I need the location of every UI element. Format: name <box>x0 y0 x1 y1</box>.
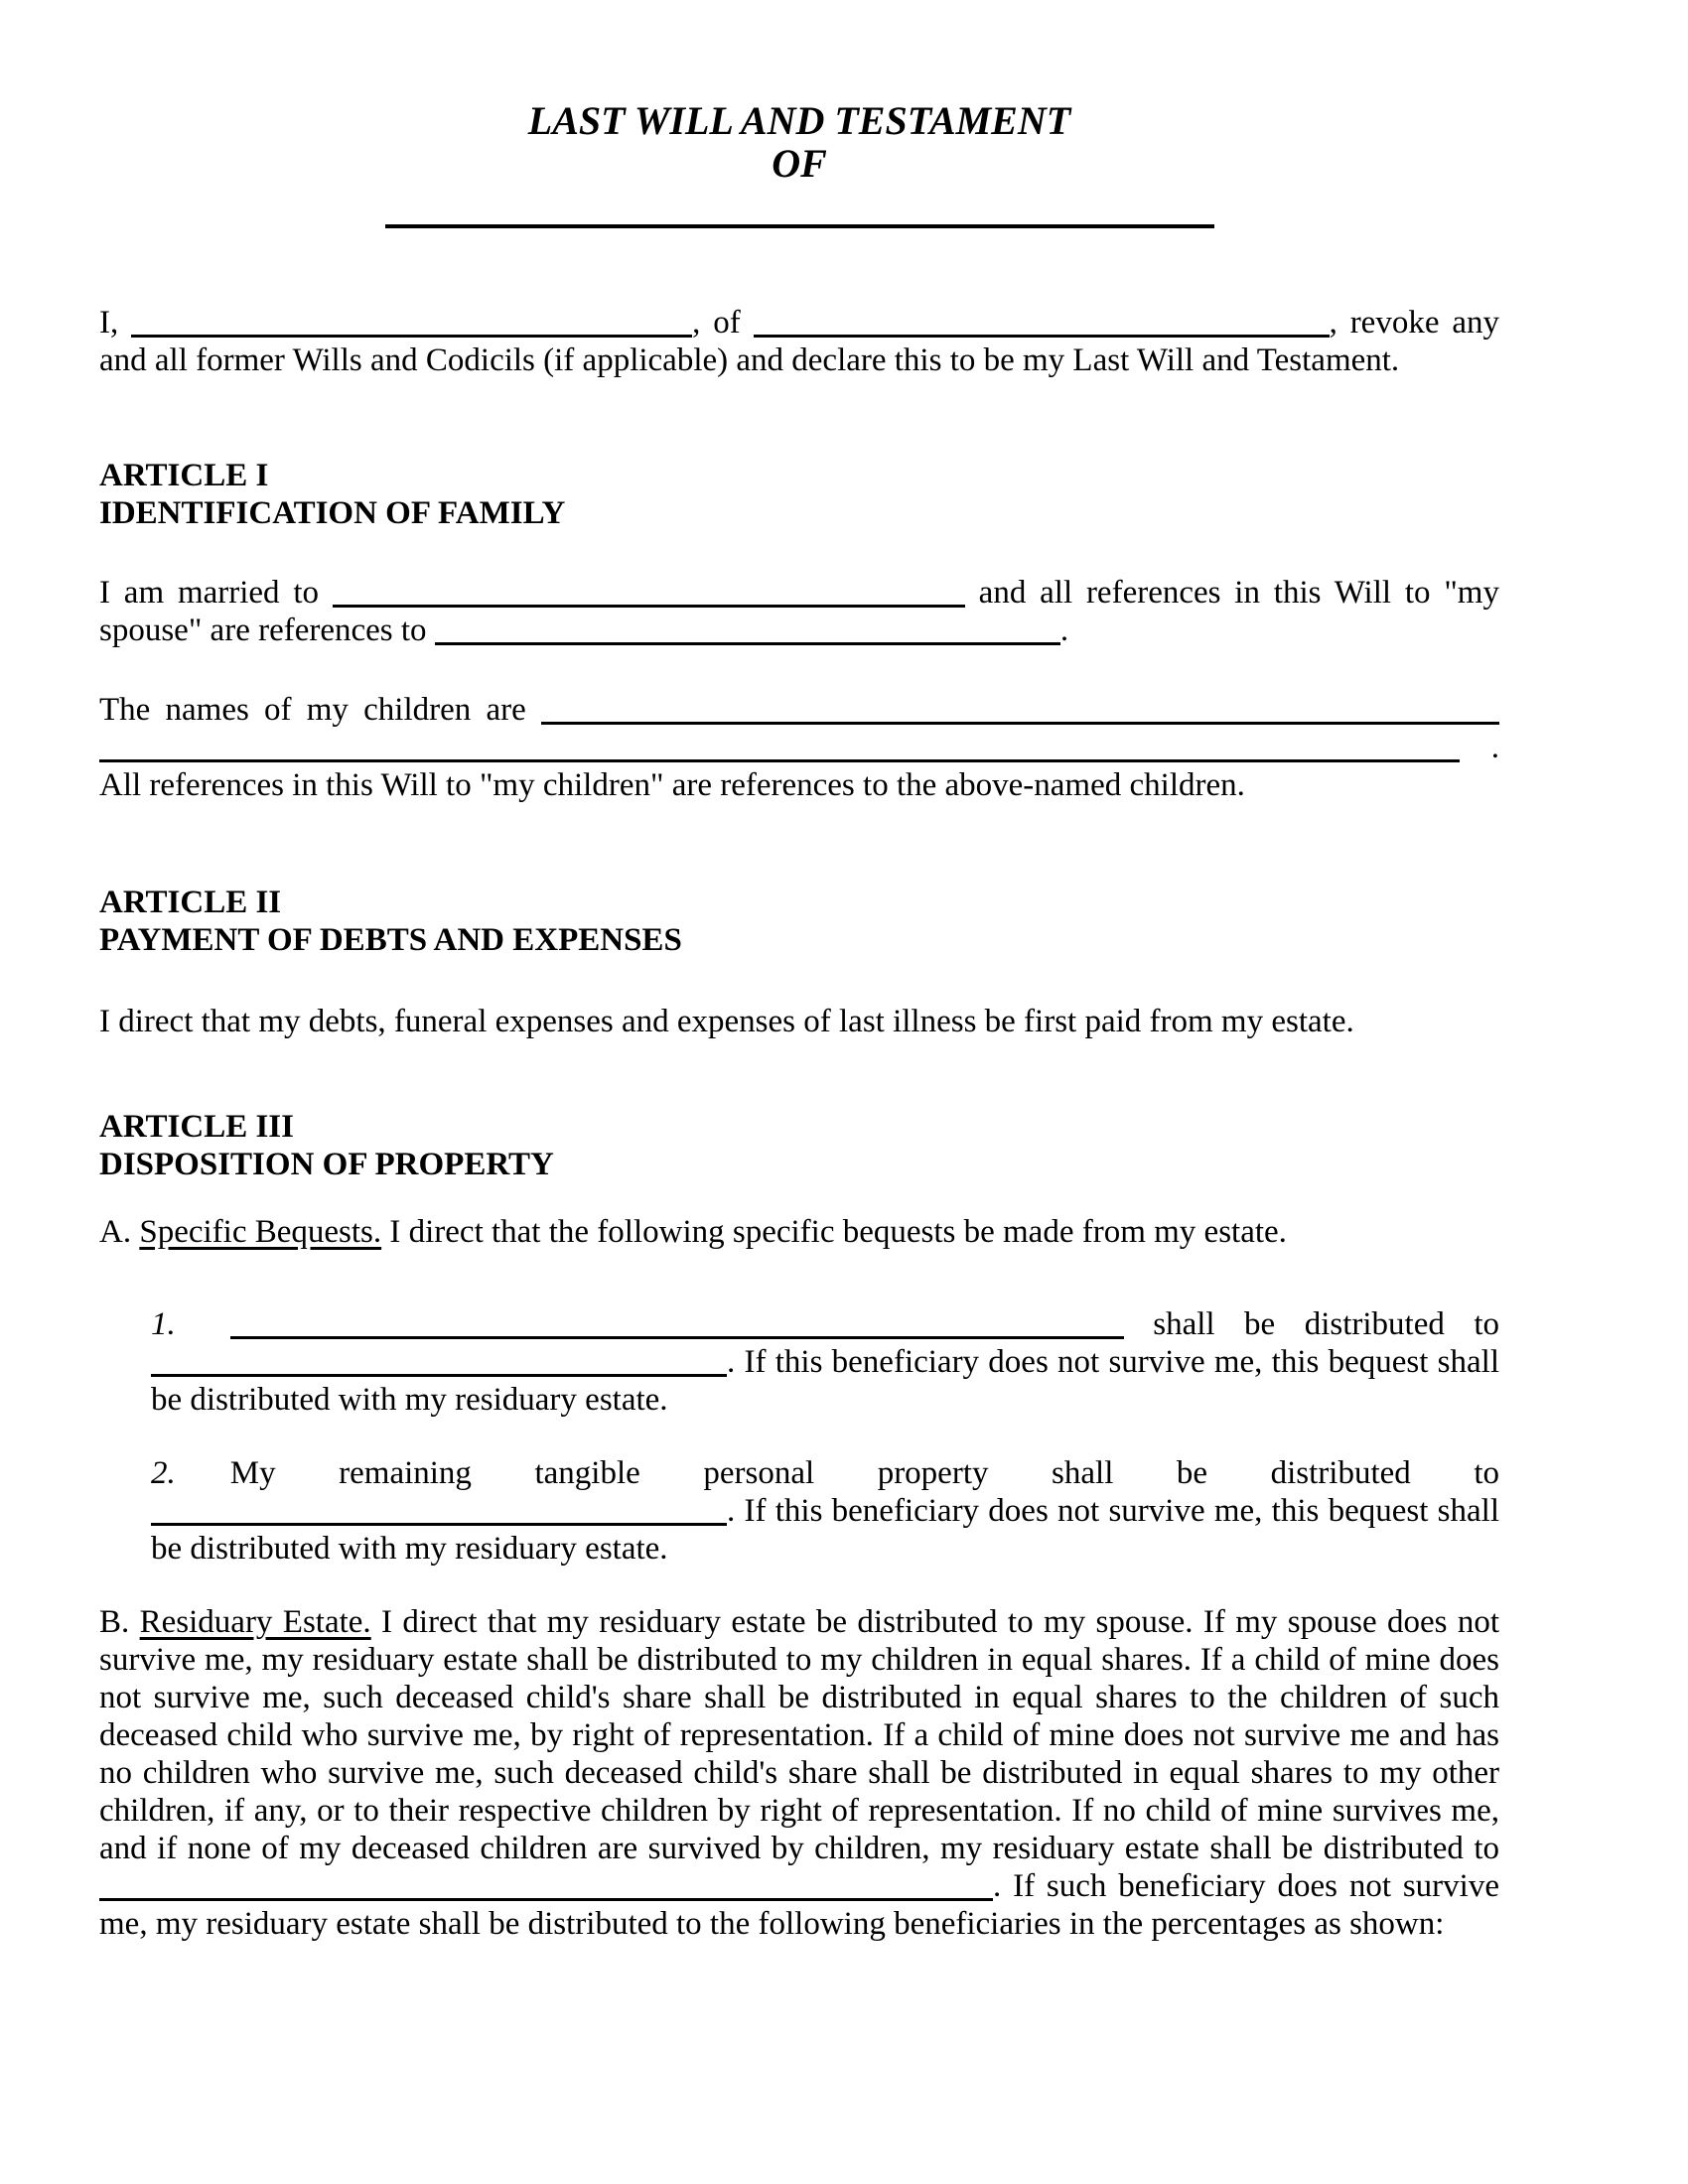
bequest-item-1 <box>151 1305 1499 1419</box>
blank-field[interactable] <box>230 1336 1124 1339</box>
heading-line: PAYMENT OF DEBTS AND EXPENSES <box>99 922 682 958</box>
blank-field[interactable] <box>754 335 1330 338</box>
item-number: 1. <box>151 1306 176 1342</box>
text-run: shall be distributed to <box>1123 1306 1499 1342</box>
underlined-text: Specific Bequests. <box>139 1214 382 1250</box>
opening-declaration <box>99 304 1499 379</box>
blank-field[interactable] <box>541 722 1499 725</box>
heading-line: DISPOSITION OF PROPERTY <box>99 1147 554 1182</box>
document-body <box>99 224 1499 1943</box>
text-run: and all references in this Will to "my spouse" are references to <box>99 575 1499 648</box>
article-3-heading <box>99 1108 1499 1183</box>
blank-field[interactable] <box>131 335 692 338</box>
marriage-paragraph <box>99 574 1499 649</box>
blank-field[interactable] <box>151 1523 727 1526</box>
text-run: I direct that my debts, funeral expenses and expenses of last illness be first paid from my estate. <box>99 1004 1354 1039</box>
document-title-line-1: LAST WILL AND TESTAMENT <box>527 98 1071 143</box>
blank-field[interactable] <box>333 605 965 608</box>
residuary-estate-paragraph <box>99 1603 1499 1943</box>
article-1-heading <box>99 457 1499 532</box>
specific-bequests-paragraph <box>99 1213 1499 1251</box>
text-run: I direct that the following specific bequests be made from my estate. <box>381 1214 1287 1250</box>
text-run: . All references in this Will to "my children" are references to the above-named children. <box>99 730 1499 803</box>
document-title <box>99 99 1499 185</box>
document-title-line-2: OF <box>772 141 827 186</box>
bequest-item-2 <box>151 1454 1499 1568</box>
text-run: I am married to <box>99 575 333 611</box>
text-run: . <box>1059 613 1069 648</box>
heading-line: IDENTIFICATION OF FAMILY <box>99 495 566 531</box>
heading-line: ARTICLE III <box>99 1109 294 1145</box>
debts-paragraph <box>99 1003 1499 1040</box>
text-run: B. <box>99 1604 140 1640</box>
text-run: My remaining tangible personal property shall be distributed to <box>229 1455 1499 1491</box>
text-run: A. <box>99 1214 140 1250</box>
item-number: 2. <box>151 1455 176 1491</box>
heading-line: ARTICLE I <box>99 458 269 493</box>
article-2-heading <box>99 884 1499 959</box>
testator-name-blank-line[interactable] <box>385 224 1214 228</box>
underlined-text: Residuary Estate. <box>139 1604 371 1640</box>
blank-field[interactable] <box>151 1374 727 1377</box>
text-run: The names of my children are <box>99 692 541 728</box>
blank-field[interactable] <box>99 759 1460 762</box>
text-run: , revoke any and all former Wills and Codicils (if applicable) and declare this to be my Last Will and Testament. <box>99 305 1499 378</box>
text-run: I direct that my residuary estate be distributed to my spouse. If my spouse does not survive me, my residuary estate shall be distributed to my children in equal shares. If a child of mine does not survive me, such deceased child's share shall be distributed in equal shares to the children of such deceased child who survive me, by right of representation. If a child of mine does not survive me and has no children who survive me, such deceased child's share shall be distributed in equal shares to my other children, if any, or to their respective children by right of representation. If no child of mine survives me, and if none of my deceased children are survived by children, my residuary estate shall be distributed to <box>99 1604 1499 1866</box>
blank-field[interactable] <box>435 642 1060 645</box>
text-run: . If such beneficiary does not survive me, my residuary estate shall be distributed to the following beneficiaries in the percentages as shown: <box>99 1868 1499 1942</box>
text-run: . If this beneficiary does not survive me, this bequest shall be distributed with my residuary estate. <box>151 1493 1499 1567</box>
text-run: I, <box>99 305 132 341</box>
blank-field[interactable] <box>99 1898 993 1901</box>
text-run: , of <box>692 305 754 341</box>
children-paragraph <box>99 691 1499 804</box>
heading-line: ARTICLE II <box>99 885 282 920</box>
text-run: . If this beneficiary does not survive me, this bequest shall be distributed with my residuary estate. <box>151 1344 1499 1418</box>
